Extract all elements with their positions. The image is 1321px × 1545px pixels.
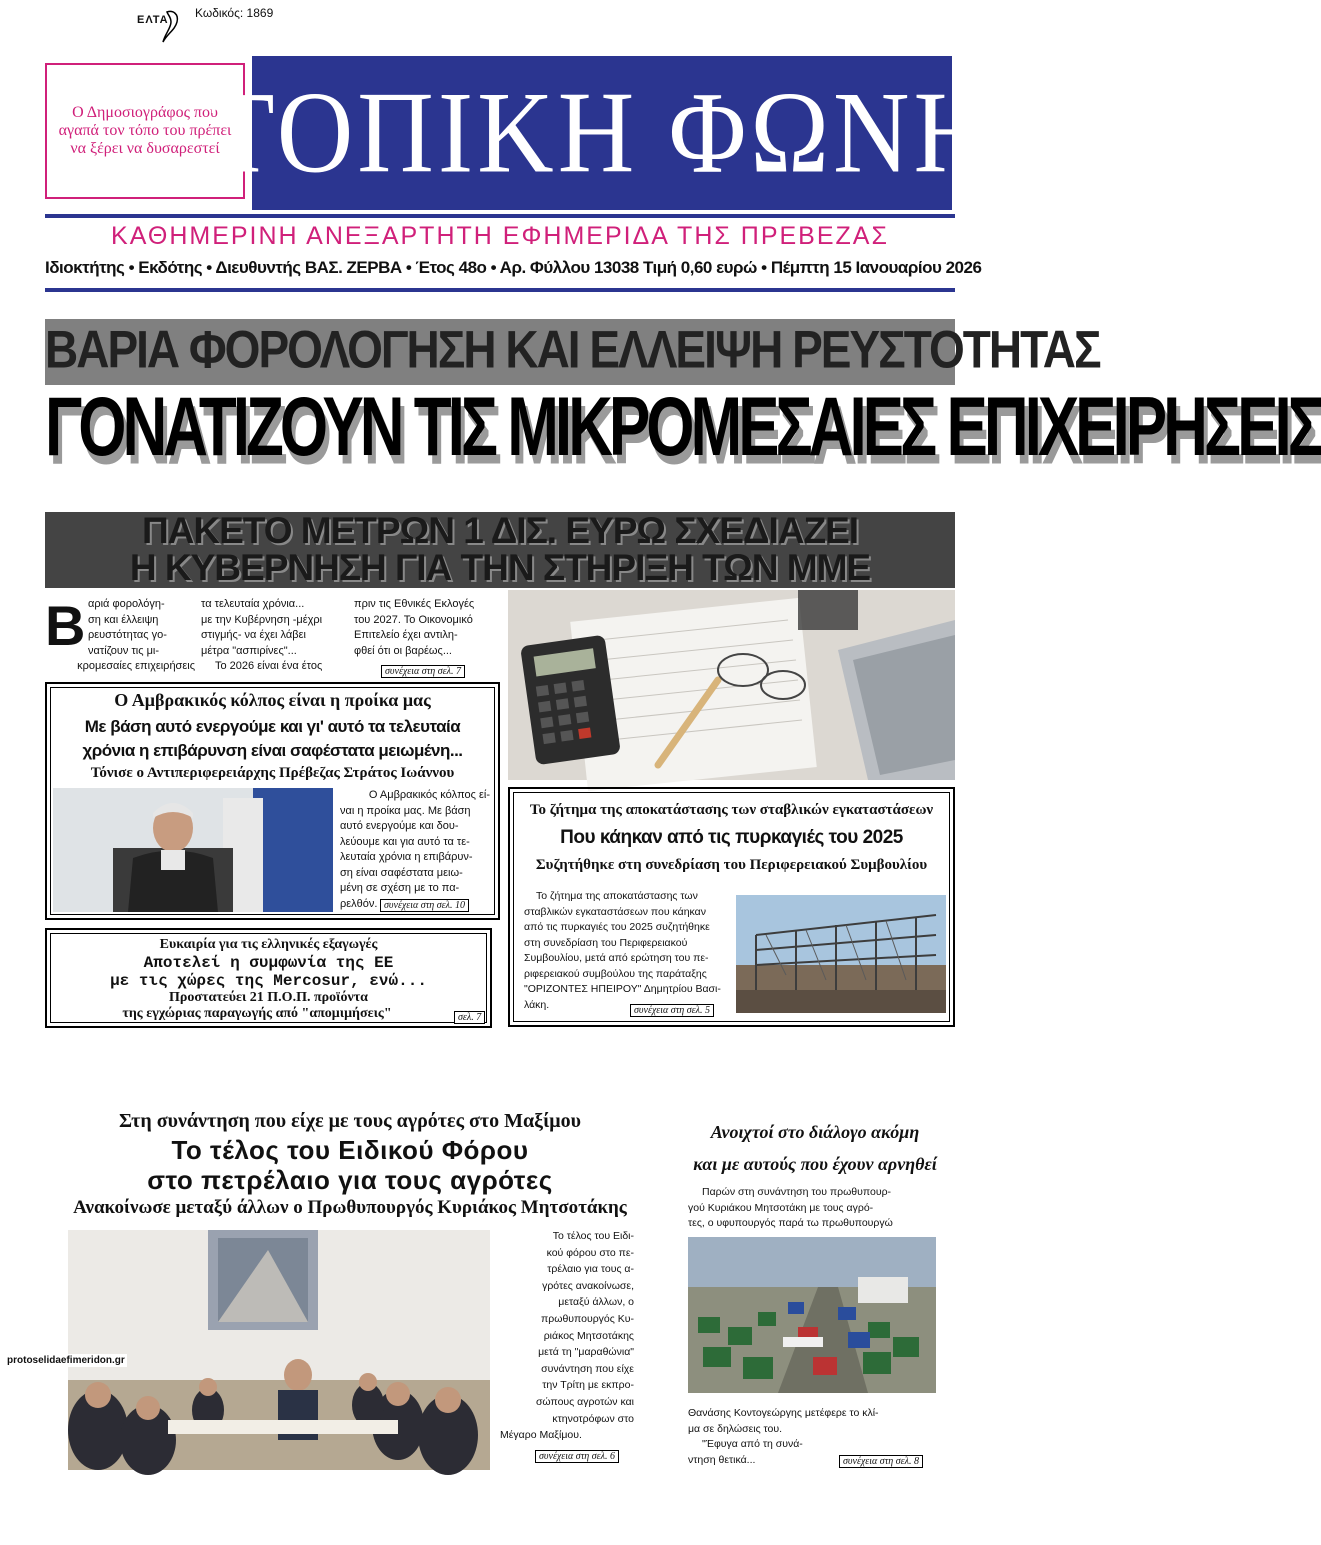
- stables-title: Που κάηκαν από τις πυρκαγιές του 2025: [560, 827, 903, 848]
- dialogue-line: τες, ο υφυπουργός παρά τω πρωθυπουργώ: [688, 1217, 893, 1229]
- elta-logo: [137, 10, 169, 26]
- ambrakikos-continued[interactable]: συνέχεια στη σελ. 10: [380, 899, 469, 912]
- maximou-line: Το τέλος του Ειδι-: [552, 1230, 634, 1242]
- dialogue-line: ντηση θετικά...: [688, 1453, 756, 1466]
- ambrakikos-line: ρελθόν.: [340, 897, 378, 910]
- ambrakikos-line: μένη σε σχέση με το πα-: [340, 882, 460, 894]
- burned-stable-photo: [736, 895, 946, 1013]
- tractors-photo: [688, 1237, 936, 1393]
- ioannou-photo: [53, 788, 333, 912]
- ambrakikos-quote-1: Με βάση αυτό ενεργούμε και γι' αυτό τα τελευταία: [84, 717, 461, 736]
- maximou-body: [500, 1228, 634, 1444]
- maximou-line: κού φόρου στο πε-: [546, 1246, 634, 1259]
- stables-box: [508, 787, 955, 1027]
- lead-continued[interactable]: συνέχεια στη σελ. 7: [381, 665, 465, 678]
- lead-col2-line: τα τελευταία χρόνια...: [201, 598, 305, 610]
- masthead-title: ΤΟΠΙΚΗ ΦΩΝΗ: [209, 68, 995, 197]
- lead-col-2: [201, 597, 346, 675]
- mercosur-title-1: Αποτελεί η συμφωνία της ΕΕ: [143, 954, 394, 972]
- lead-col3-line: φθεί ότι οι βαρέως...: [354, 644, 452, 657]
- stables-sub: Συζητήθηκε στη συνεδρίαση του Περιφερειακού Συμβουλίου: [535, 857, 928, 873]
- stables-line: ριφερειακού συμβούλου της παράταξης: [524, 967, 707, 980]
- stables-line: σταβλικών εγκαταστάσεων που κάηκαν: [524, 905, 706, 918]
- dialogue-line: γού Κυριάκου Μητσοτάκη με τους αγρό-: [688, 1201, 874, 1214]
- top-divider: [45, 214, 955, 218]
- lead-col2-line: μέτρα "ασπιρίνες"...: [201, 644, 297, 657]
- lead-col-1-bottom: [45, 659, 195, 675]
- dialogue-line: μα σε δηλώσεις του.: [688, 1422, 783, 1435]
- maximou-kicker: Στη συνάντηση που είχε με τους αγρότες στο Μαξίμου: [119, 1110, 581, 1132]
- stables-continued[interactable]: συνέχεια στη σελ. 5: [630, 1004, 714, 1017]
- maximou-title-2: στο πετρέλαιο για τους αγρότες: [147, 1165, 553, 1195]
- maximou-line: πρωθυπουργός Κυ-: [541, 1312, 634, 1325]
- newspaper-subtitle: ΚΑΘΗΜΕΡΙΝΗ ΑΝΕΞΑΡΤΗΤΗ ΕΦΗΜΕΡΙΔΑ ΤΗΣ ΠΡΕΒΕΖΑΣ: [111, 222, 889, 250]
- lead-col-3: [354, 597, 502, 659]
- pm-meeting-image: [68, 1230, 490, 1470]
- lead-col2-line: Το 2026 είναι ένα έτος: [215, 660, 323, 672]
- info-divider: [45, 288, 955, 292]
- maximou-line: τρέλαιο για τους α-: [547, 1263, 634, 1276]
- stables-line: στη συνεδρίαση του Περιφερειακού: [524, 936, 688, 949]
- dialogue-title-1: Ανοιχτοί στο διάλογο ακόμη: [710, 1122, 920, 1142]
- mercosur-box: [45, 928, 492, 1028]
- dropcap: Β: [45, 594, 86, 657]
- dialogue-continued[interactable]: συνέχεια στη σελ. 8: [839, 1455, 923, 1468]
- stables-line: Συμβουλίου, μετά από ερώτηση του πε-: [524, 952, 709, 964]
- mercosur-kicker: Ευκαιρία για τις ελληνικές εξαγωγές: [159, 937, 378, 952]
- dialogue-line: "Έφυγα από τη συνά-: [702, 1438, 803, 1450]
- maximou-line: την Τρίτη με εκπρο-: [542, 1379, 634, 1392]
- lead-kicker: ΒΑΡΙΑ ΦΟΡΟΛΟΓΗΣΗ ΚΑΙ ΕΛΛΕΙΨΗ ΡΕΥΣΤΟΤΗΤΑΣ: [45, 319, 1100, 379]
- issue-info: Ιδιοκτήτης • Εκδότης • Διευθυντής ΒΑΣ. ΖΕΡΒΑ • Έτος 48ο • Αρ. Φύλλου 13038 Τιμή 0,60 ευρώ • Πέμπτη 15 Ιανουαρίου 2026: [45, 258, 982, 277]
- dialogue-line: Θανάσης Κοντογεώργης μετέφερε το κλί-: [688, 1407, 879, 1419]
- mercosur-sub-2: της εγχώριας παραγωγής από "απομιμήσεις": [122, 1006, 392, 1021]
- lead-col2-line: στιγμής- να έχει λάβει: [201, 629, 306, 641]
- maximou-continued[interactable]: συνέχεια στη σελ. 6: [535, 1450, 619, 1463]
- maximou-line: μετά τη "μαραθώνια": [538, 1346, 634, 1359]
- stables-line: λάκη.: [524, 998, 550, 1011]
- maximou-line: ριάκος Μητσοτάκης: [543, 1329, 634, 1342]
- ambrakikos-box: [45, 682, 500, 920]
- lead-col1-line: κρομεσαίες επιχειρήσεις: [77, 660, 195, 672]
- ambrakikos-line: λευταία χρόνια η επιβάρυν-: [340, 851, 473, 863]
- dialogue-line: Παρών στη συνάντηση του πρωθυπουρ-: [702, 1186, 892, 1198]
- maximou-line: γρότες ανακοίνωσε,: [542, 1279, 634, 1292]
- maximou-line: κτηνοτρόφων στο: [552, 1412, 634, 1425]
- ambrakikos-title: Ο Αμβρακικός κόλπος είναι η προίκα μας: [114, 690, 431, 710]
- stables-body: [524, 889, 730, 1013]
- lead-photo-calculator: [508, 590, 955, 780]
- maximou-sub: Ανακοίνωσε μεταξύ άλλων ο Πρωθυπουργός Κυριάκος Μητσοτάκης: [73, 1197, 627, 1218]
- lead-col3-line: Επιτελείο έχει αντιλη-: [354, 629, 458, 641]
- maximou-line: συνάντηση που είχε: [541, 1362, 634, 1375]
- stables-line: "ΟΡΙΖΟΝΤΕΣ ΗΠΕΙΡΟΥ" Δημητρίου Βασι-: [524, 983, 721, 995]
- maximou-line: Μέγαρο Μαξίμου.: [500, 1429, 582, 1442]
- motto-text: Ο Δημοσιογράφος που αγαπά τον τόπο του πρέπει να ξέρει να δυσαρεστεί: [58, 104, 232, 157]
- watermark[interactable]: protoselidaefimeridon.gr: [7, 1355, 125, 1366]
- lead-subhead-line1: ΠΑΚΕΤΟ ΜΕΤΡΩΝ 1 ΔΙΣ. ΕΥΡΩ ΣΧΕΔΙΑΖΕΙ: [141, 510, 859, 551]
- lead-col1-line: νατίζουν τις μι-: [88, 644, 160, 657]
- masthead: [209, 56, 995, 210]
- lead-col1-line: ση και έλλειψη: [88, 613, 159, 626]
- ambrakikos-byline: Τόνισε ο Αντιπεριφερειάρχης Πρέβεζας Στράτος Ιωάννου: [90, 765, 455, 781]
- elta-text: ΕΛΤΑ: [137, 14, 169, 26]
- stables-kicker: Το ζήτημα της αποκατάστασης των σταβλικών εγκαταστάσεων: [529, 802, 934, 818]
- ambrakikos-line: αυτό ενεργούμε και δου-: [340, 820, 459, 832]
- dialogue-body-top: [688, 1185, 940, 1232]
- lead-col1-line: ρευστότητας γο-: [88, 629, 167, 641]
- ambrakikos-body: [340, 788, 490, 912]
- tractor-protest-image: [688, 1237, 936, 1393]
- maximou-line: μεταξύ άλλων, ο: [558, 1296, 634, 1309]
- ambrakikos-line: ση είναι σαφέστατα μειω-: [340, 866, 463, 879]
- lead-subhead: [45, 512, 955, 586]
- lead-col2-line: με την Κυβέρνηση -μέχρι: [201, 613, 323, 626]
- ambrakikos-line: λεύουμε και για αυτό τα τε-: [340, 835, 470, 848]
- lead-col1-line: αριά φορολόγη-: [88, 598, 165, 610]
- mercosur-sub-1: Προστατεύει 21 Π.Ο.Π. προϊόντα: [169, 990, 368, 1005]
- mercosur-title-2: με τις χώρες της Mercosur, ενώ...: [110, 972, 427, 990]
- mercosur-continued[interactable]: σελ. 7: [454, 1011, 485, 1024]
- official-portrait-image: [53, 788, 333, 912]
- ambrakikos-quote-2: χρόνια η επιβάρυνση είναι σαφέστατα μειωμένη...: [82, 741, 463, 760]
- burned-stable-image: [736, 895, 946, 1013]
- lead-headline: ΓΟΝΑΤΙΖΟΥΝ ΤΙΣ ΜΙΚΡΟΜΕΣΑΙΕΣ ΕΠΙΧΕΙΡΗΣΕΙΣ: [45, 380, 1321, 475]
- dialogue-title-2: και με αυτούς που έχουν αρνηθεί: [693, 1154, 937, 1174]
- stables-line: Το ζήτημα της αποκατάστασης των: [536, 890, 698, 902]
- stables-line: από τις πυρκαγιές του 2025 συζητήθηκε: [524, 921, 710, 933]
- ambrakikos-line: Ο Αμβρακικός κόλπος εί-: [368, 789, 490, 801]
- lead-subhead-line2: Η ΚΥΒΕΡΝΗΣΗ ΓΙΑ ΤΗΝ ΣΤΗΡΙΞΗ ΤΩΝ ΜΜΕ: [129, 547, 871, 588]
- issue-code: Κωδικός: 1869: [195, 6, 274, 20]
- maximou-line: σώπους αγροτών και: [535, 1395, 634, 1408]
- maximou-meeting-photo: [68, 1230, 490, 1470]
- lead-col-1-top: [88, 597, 188, 659]
- lead-col3-line: πριν τις Εθνικές Εκλογές: [354, 598, 475, 610]
- maximou-title-1: Το τέλος του Ειδικού Φόρου: [171, 1135, 529, 1165]
- ambrakikos-line: ναι η προίκα μας. Με βάση: [340, 804, 471, 817]
- calculator-laptop-image: [508, 590, 955, 780]
- lead-col3-line: του 2027. Το Οικονομικό: [354, 613, 473, 626]
